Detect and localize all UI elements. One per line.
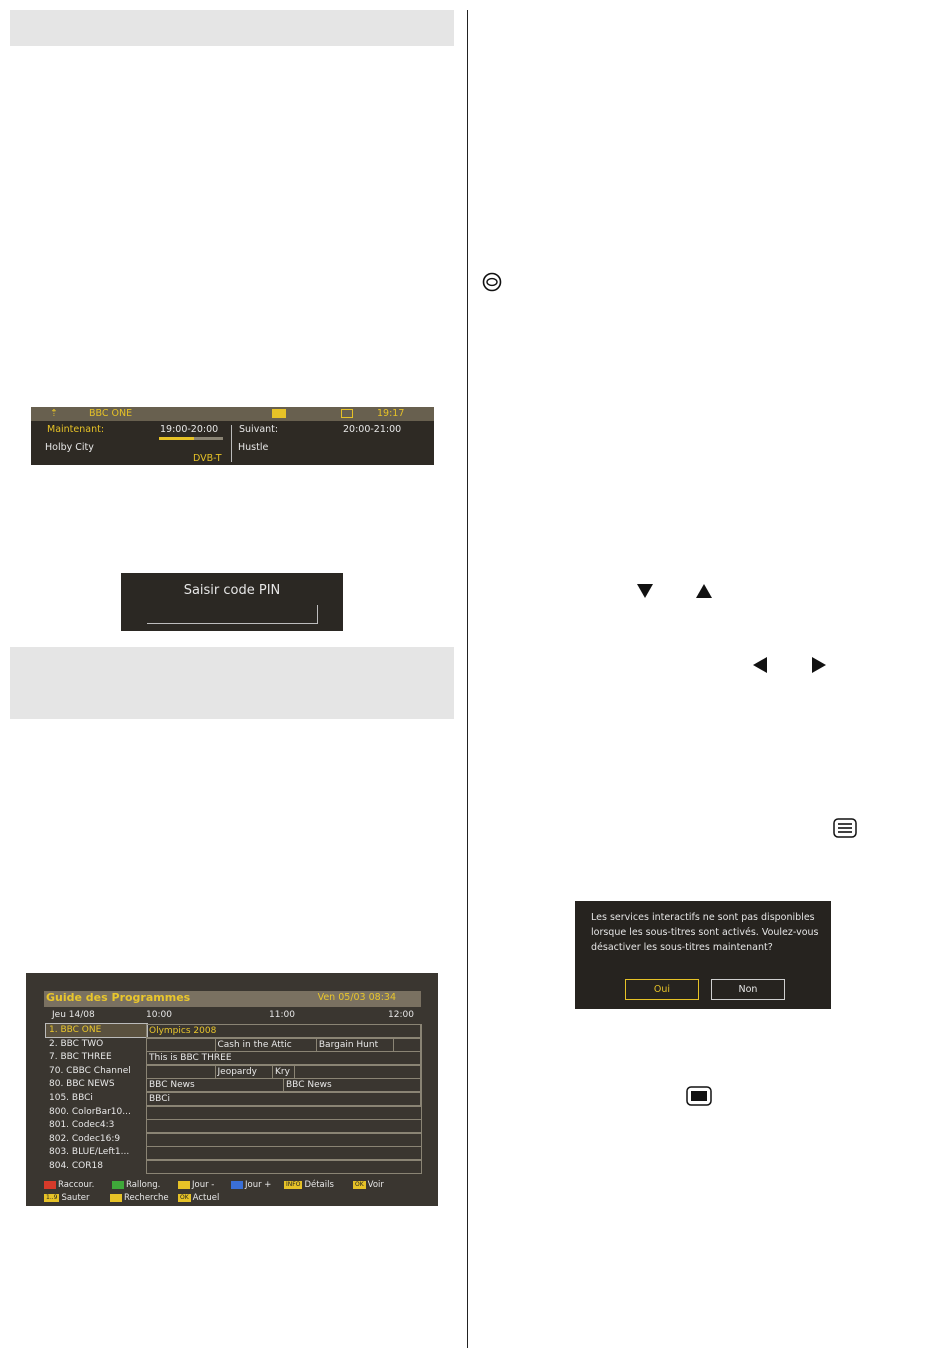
no-button[interactable]: Non (711, 979, 785, 1000)
section-header-bar-1 (10, 10, 454, 46)
epg-program-row (146, 1038, 422, 1052)
epg-legend-item (110, 1193, 169, 1203)
epg-program[interactable]: BBC News (147, 1079, 284, 1091)
epg-legend (26, 1178, 438, 1206)
lock-icon (341, 409, 353, 418)
legend-key-icon: 1..9 (46, 1193, 58, 1201)
pin-input[interactable] (147, 605, 318, 624)
epg-program[interactable] (147, 1039, 216, 1051)
yes-button[interactable]: Oui (625, 979, 699, 1000)
pin-dialog (121, 573, 343, 631)
epg-program[interactable]: Olympics 2008 (147, 1025, 421, 1037)
epg-channel[interactable]: 801. Codec4:3 (49, 1120, 115, 1131)
epg-time-3: 12:00 (388, 1010, 414, 1020)
next-title: Hustle (238, 442, 269, 453)
mail-icon (272, 409, 286, 418)
epg-legend-item (231, 1180, 271, 1190)
legend-label: Recherche (124, 1193, 169, 1203)
banner-channel: BBC ONE (89, 408, 133, 419)
epg-program-row (146, 1065, 422, 1079)
epg-channel[interactable]: 800. ColorBar10... (49, 1106, 131, 1117)
epg-channel[interactable]: 1. BBC ONE (46, 1024, 147, 1037)
epg-channel[interactable]: 802. Codec16:9 (49, 1133, 121, 1144)
epg-program[interactable]: This is BBC THREE (147, 1052, 421, 1064)
legend-key-icon: INFO (286, 1180, 301, 1188)
epg-program[interactable]: BBCi (147, 1093, 421, 1105)
epg-program-row (146, 1092, 422, 1106)
epg-program-row (146, 1160, 422, 1174)
epg-channel[interactable]: 105. BBCi (49, 1093, 93, 1103)
epg-datetime: Ven 05/03 08:34 (317, 992, 396, 1003)
legend-label: Détails (304, 1180, 334, 1190)
epg-program[interactable]: Cash in the Attic (216, 1039, 317, 1051)
epg-day: Jeu 14/08 (52, 1010, 95, 1020)
legend-label: Sauter (61, 1193, 90, 1203)
legend-label: Rallong. (126, 1180, 161, 1190)
epg-program-row (146, 1146, 422, 1160)
subtitle-dialog (575, 901, 831, 1009)
epg-program[interactable]: Bargain Hunt (317, 1039, 394, 1051)
epg-channel[interactable]: 7. BBC THREE (49, 1052, 112, 1063)
source-label: DVB-T (193, 453, 222, 464)
right-arrow-icon (811, 656, 827, 674)
epg-legend-item (44, 1193, 90, 1203)
epg-program[interactable] (147, 1066, 216, 1078)
epg-program-row (146, 1051, 422, 1065)
epg-channel[interactable]: 80. BBC NEWS (49, 1079, 115, 1090)
down-arrow-icon (636, 583, 654, 599)
legend-key-icon (231, 1181, 243, 1189)
epg-program-row (146, 1078, 422, 1092)
guide-icon (482, 272, 502, 292)
epg-legend-item (112, 1180, 160, 1190)
legend-key-icon (44, 1181, 56, 1189)
epg-legend-item (178, 1193, 219, 1203)
epg-time-1: 10:00 (146, 1010, 172, 1020)
pin-title: Saisir code PIN (183, 583, 281, 598)
legend-key-icon: OK (180, 1193, 189, 1201)
epg-program-row (146, 1133, 422, 1147)
now-progress-track (159, 437, 223, 440)
text-icon (833, 818, 857, 838)
up-arrow-icon (695, 583, 713, 599)
next-label: Suivant: (239, 424, 279, 435)
left-arrow-icon (752, 656, 768, 674)
epg-program[interactable]: BBC News (284, 1079, 421, 1091)
legend-key-icon: OK (355, 1180, 364, 1188)
epg-program[interactable] (295, 1066, 421, 1078)
subtitle-icon (686, 1086, 712, 1106)
epg-legend-item (44, 1180, 94, 1190)
epg-program-row (146, 1024, 422, 1038)
epg-channel[interactable]: 70. CBBC Channel (49, 1065, 131, 1076)
now-title: Holby City (45, 442, 94, 453)
now-label: Maintenant: (47, 424, 105, 435)
legend-label: Voir (367, 1180, 384, 1190)
legend-label: Jour - (192, 1180, 215, 1190)
now-progress-fill (159, 437, 194, 440)
epg-guide (26, 973, 438, 1206)
epg-channel[interactable]: 804. COR18 (49, 1161, 103, 1171)
info-banner (31, 407, 434, 465)
epg-time-2: 11:00 (269, 1010, 295, 1020)
banner-clock: 19:17 (377, 408, 405, 419)
dialog-message: Les services interactifs ne sont pas disponibles lorsque les sous-titres sont activés. Voulez-vous désactiver les sous-titres maintenant? (591, 912, 819, 953)
antenna-icon: ⇡ (50, 408, 58, 419)
epg-program[interactable]: Jeopardy (216, 1066, 274, 1078)
epg-title: Guide des Programmes (46, 991, 191, 1004)
legend-label: Actuel (192, 1193, 220, 1203)
legend-label: Jour + (245, 1180, 272, 1190)
legend-key-icon (178, 1181, 190, 1189)
epg-legend-item (284, 1180, 334, 1190)
epg-program[interactable]: Kry (273, 1066, 295, 1078)
epg-program-row (146, 1119, 422, 1133)
epg-legend-item (353, 1180, 384, 1190)
next-time: 20:00-21:00 (343, 424, 402, 435)
epg-channel[interactable]: 803. BLUE/Left1... (49, 1147, 130, 1158)
banner-divider (231, 425, 232, 462)
legend-key-icon (110, 1194, 122, 1202)
legend-label: Raccour. (58, 1180, 95, 1190)
column-divider (467, 10, 468, 1348)
epg-legend-item (178, 1180, 214, 1190)
epg-program-row (146, 1106, 422, 1120)
now-time: 19:00-20:00 (160, 424, 219, 435)
epg-program[interactable] (394, 1039, 421, 1051)
section-header-bar-2 (10, 647, 454, 719)
legend-key-icon (112, 1181, 124, 1189)
epg-channel[interactable]: 2. BBC TWO (49, 1038, 104, 1049)
